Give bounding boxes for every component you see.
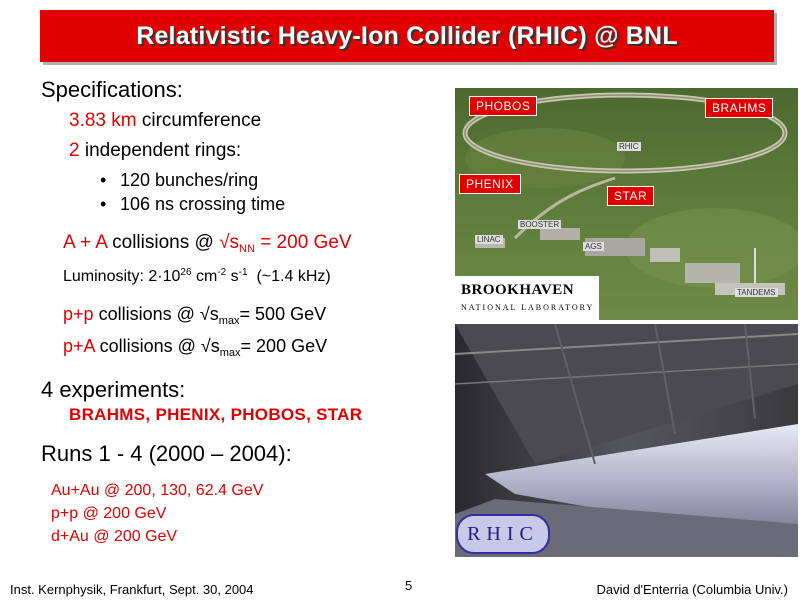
rings-line: [69, 140, 241, 162]
lumi-prefix: Luminosity: 2·10: [63, 268, 181, 285]
luminosity-line: [63, 267, 331, 286]
pp-sub: max: [218, 315, 240, 327]
rings-label: independent rings:: [84, 140, 242, 161]
bnl-logo-main: BROOKHAVEN: [461, 282, 575, 298]
aerial-label-star: STAR: [607, 186, 654, 206]
aerial-label-phobos: PHOBOS: [469, 96, 537, 116]
aerial-label-linac: LINAC: [477, 235, 501, 244]
experiments-heading: 4 experiments:: [41, 377, 186, 402]
experiments-list: BRAHMS, PHENIX, PHOBOS, STAR: [69, 405, 363, 424]
bullet-text: 106 ns crossing time: [120, 194, 286, 214]
aa-sqrt: √s: [219, 232, 240, 253]
page-number: 5: [405, 578, 413, 593]
lumi-unit-cm: cm: [191, 268, 218, 285]
specs-heading: Specifications:: [41, 77, 183, 102]
pp-label: p+p: [63, 304, 94, 324]
title-bar: [40, 10, 774, 62]
aerial-label-tandems: TANDEMS: [737, 288, 776, 297]
circumference-label: circumference: [141, 110, 262, 131]
lumi-unit-s: s: [226, 268, 239, 285]
lumi-exp: 26: [180, 267, 192, 278]
aerial-label-ags: AGS: [585, 242, 602, 251]
aa-text: collisions @: [112, 232, 214, 253]
bullet-item: [100, 170, 258, 191]
pp-collisions-line: [63, 304, 326, 327]
slide-title: Relativistic Heavy-Ion Collider (RHIC) @ BNL: [136, 21, 678, 50]
pa-collisions-line: [63, 336, 327, 359]
footer-right: David d'Enterria (Columbia Univ.): [596, 582, 788, 597]
aa-sub: NN: [239, 243, 255, 255]
aa-label: A + A: [63, 232, 107, 253]
footer-left: Inst. Kernphysik, Frankfurt, Sept. 30, 2004: [10, 582, 254, 597]
bullet-icon: •: [100, 170, 107, 190]
aerial-label-rhic: RHIC: [619, 142, 639, 151]
runs-heading: Runs 1 - 4 (2000 – 2004):: [41, 441, 292, 466]
aa-collisions-line: [63, 232, 352, 255]
aerial-label-booster: BOOSTER: [520, 220, 560, 229]
rings-value: 2: [69, 140, 80, 161]
bnl-logo: [455, 276, 599, 322]
bnl-logo-sub: NATIONAL LABORATORY: [461, 303, 595, 312]
aa-value: = 200 GeV: [260, 232, 352, 253]
circumference-line: [69, 110, 261, 132]
run-item: Au+Au @ 200, 130, 62.4 GeV: [51, 482, 264, 499]
circumference-value: 3.83 km: [69, 110, 137, 131]
rhic-logo: [456, 514, 550, 554]
run-item: p+p @ 200 GeV: [51, 505, 167, 522]
pa-sub: max: [219, 347, 241, 359]
aerial-label-phenix: PHENIX: [459, 174, 521, 194]
bullet-text: 120 bunches/ring: [120, 170, 259, 190]
pp-text: collisions @ √s: [98, 304, 219, 324]
rhic-logo-text: RHIC: [467, 522, 539, 545]
lumi-exp-cm: -2: [217, 267, 227, 278]
lumi-suffix: (~1.4 kHz): [247, 268, 331, 285]
pa-value: = 200 GeV: [240, 336, 328, 356]
bullet-item: [100, 194, 285, 215]
pp-value: = 500 GeV: [239, 304, 327, 324]
lumi-exp-s: -1: [238, 267, 248, 278]
bullet-icon: •: [100, 194, 107, 214]
aerial-label-brahms: BRAHMS: [705, 98, 773, 118]
run-item: d+Au @ 200 GeV: [51, 528, 178, 545]
pa-text: collisions @ √s: [99, 336, 220, 356]
pa-label: p+A: [63, 336, 95, 356]
